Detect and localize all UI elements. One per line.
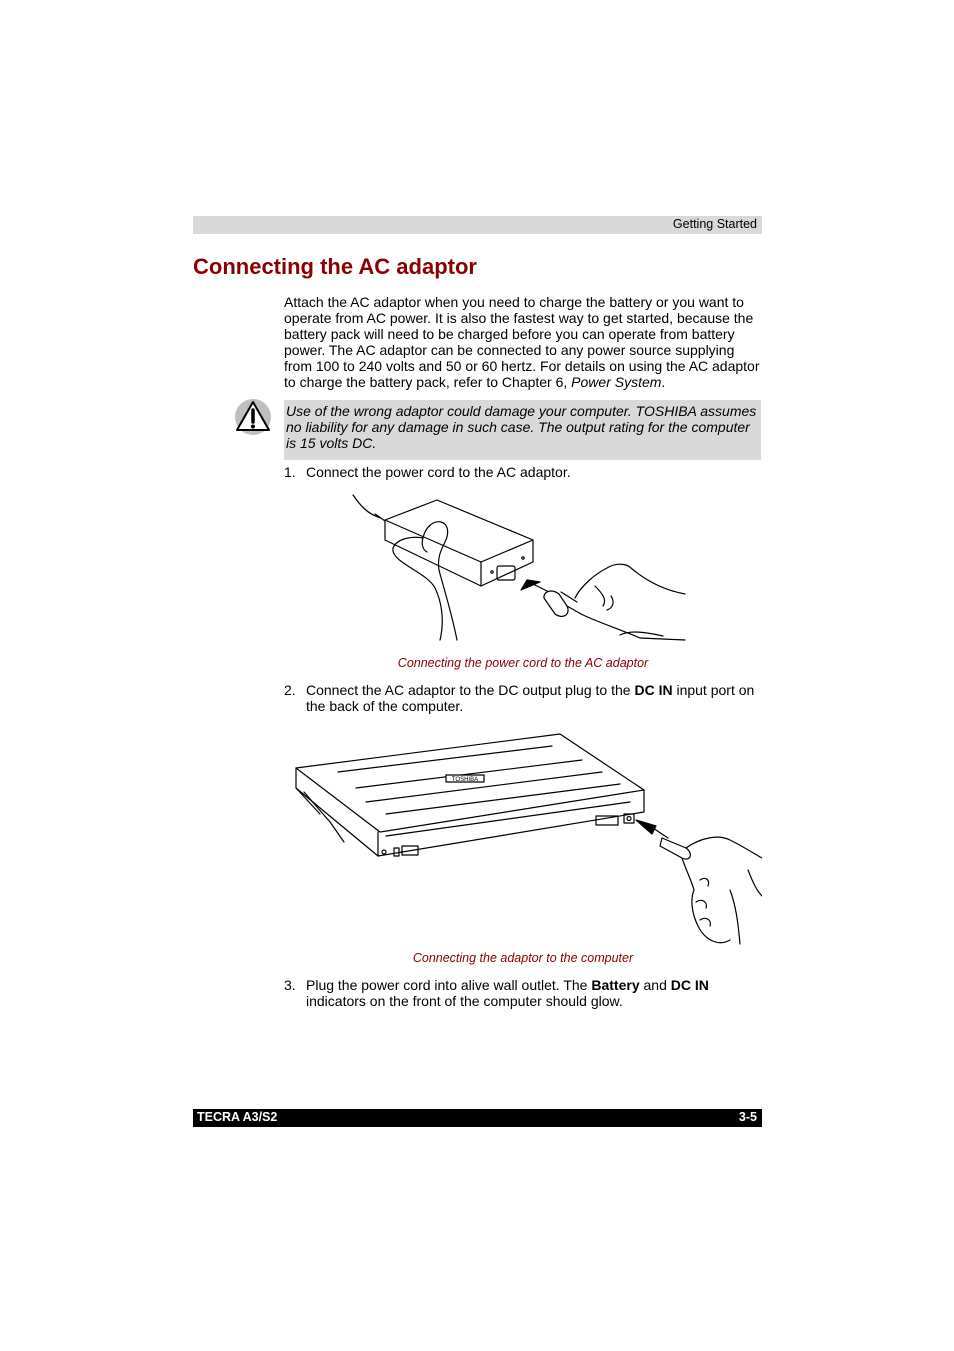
- step-text: Connect the power cord to the AC adaptor.: [306, 464, 571, 480]
- model-name: TECRA A3/S2: [197, 1110, 278, 1124]
- ac-adaptor-illustration: [345, 490, 695, 645]
- intro-paragraph: [284, 294, 762, 390]
- figure-caption: Connecting the power cord to the AC adaptor: [397, 656, 649, 670]
- battery-label: Battery: [591, 977, 640, 993]
- step-text-part: input port on the back of the computer.: [306, 682, 755, 714]
- dc-in-label: DC IN: [670, 977, 709, 993]
- caution-text: Use of the wrong adaptor could damage your computer. TOSHIBA assumes no liability for any damage in such case. The output rating for the computer is 15 volts DC.: [286, 403, 757, 451]
- step-text: [306, 977, 762, 1009]
- page-title: Connecting the AC adaptor: [193, 254, 477, 279]
- warning-triangle-icon: [234, 398, 272, 436]
- step-text-part: Plug the power cord into alive wall outlet. The: [306, 977, 592, 993]
- step-number: 1.: [284, 464, 296, 480]
- step-number: 3.: [284, 977, 296, 993]
- step-text: [306, 682, 762, 714]
- intro-end: .: [661, 374, 666, 390]
- running-header: [193, 216, 762, 234]
- chapter-reference: Power System: [571, 374, 662, 390]
- step-text-part: indicators on the front of the computer should glow.: [306, 993, 623, 1009]
- toshiba-logo: TOSHIBA: [451, 777, 479, 783]
- intro-text: Attach the AC adaptor when you need to charge the battery or you want to operate from AC power. It is also the fastest way to get started, because the battery pack will need to be charged before you can operate from battery power. The AC adaptor can be connected to any power source supplying from 100 to 240 volts and 50 or 60 hertz. For details on using the AC adaptor to charge the battery pack, refer to Chapter 6,: [284, 294, 760, 390]
- laptop-illustration: [290, 730, 762, 950]
- caution-box: [284, 400, 761, 460]
- dc-in-label: DC IN: [634, 682, 673, 698]
- step-number: 2.: [284, 682, 296, 698]
- footer-bar: [193, 1109, 762, 1127]
- step-text-part: Connect the AC adaptor to the DC output plug to the: [306, 682, 635, 698]
- header-section-title: Getting Started: [672, 217, 757, 231]
- figure-caption: Connecting the adaptor to the computer: [412, 951, 634, 965]
- step-text-part: and: [639, 977, 671, 993]
- page-number: 3-5: [738, 1110, 757, 1124]
